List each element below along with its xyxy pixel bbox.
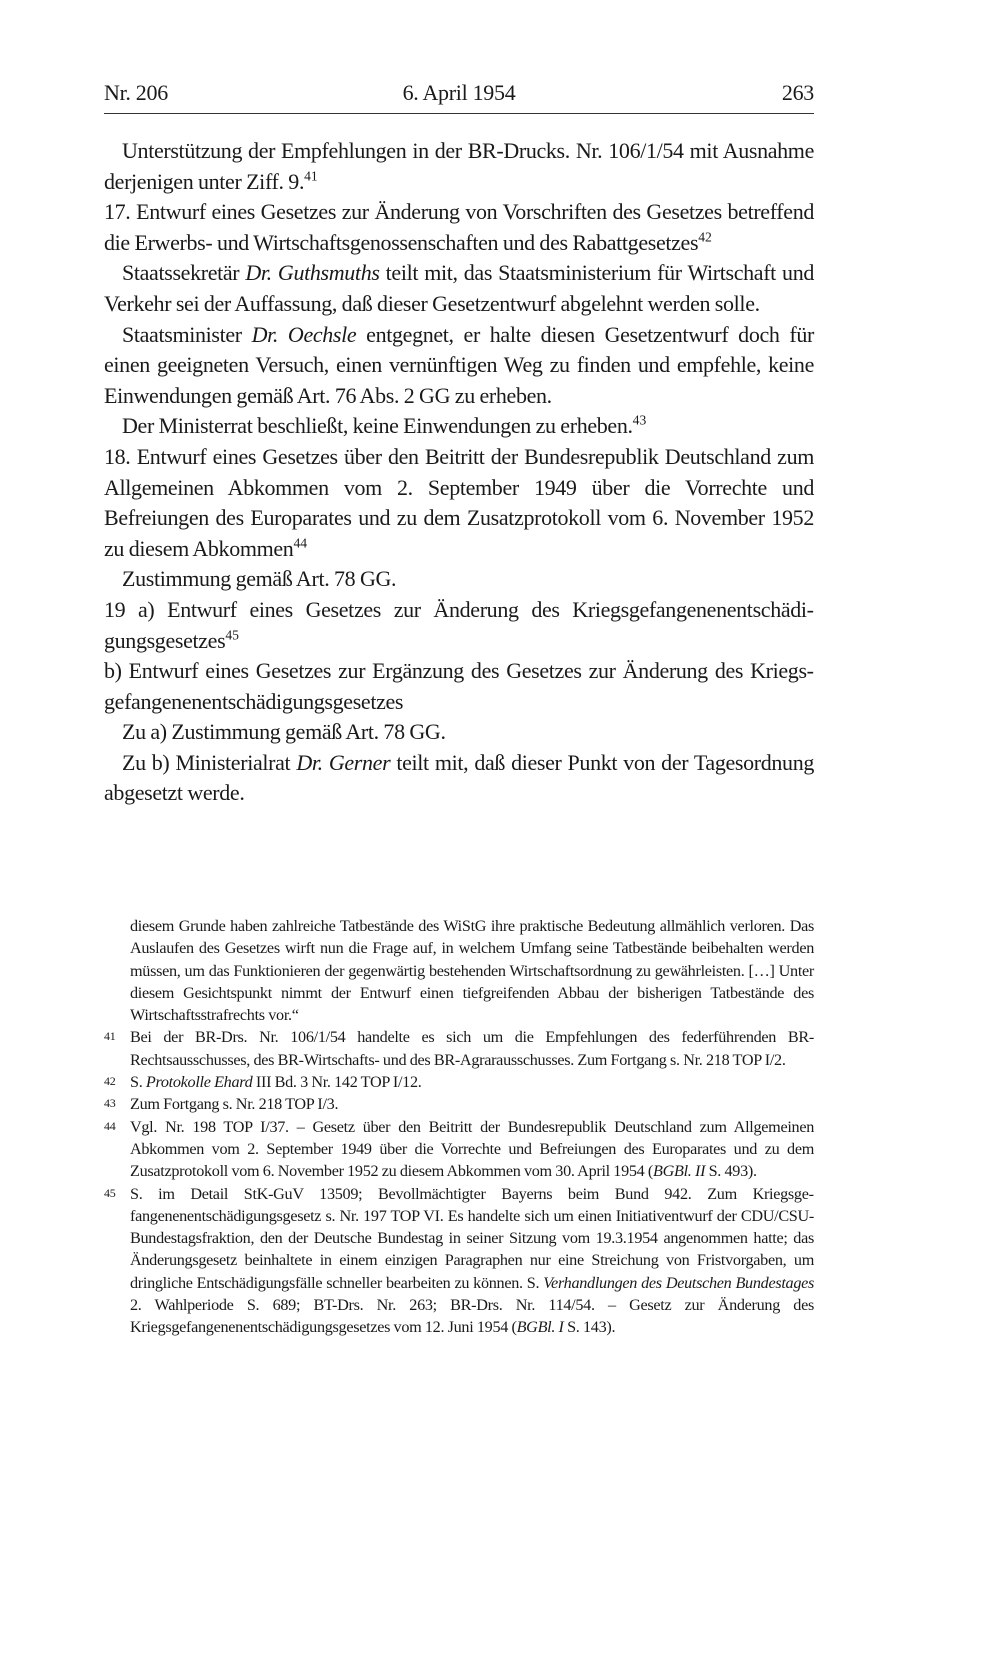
running-header <box>104 80 814 114</box>
footnote-ref[interactable]: 43 <box>632 413 647 429</box>
footnote-number: 43 <box>104 1096 116 1111</box>
footnotes <box>104 915 814 1339</box>
footnote-ref[interactable]: 44 <box>293 535 308 551</box>
footnote-continuation: diesem Grunde haben zahlreiche Tatbestände des WiStG ihre praktische Bedeutung allmählich verloren. Das Auslaufen des Gesetzes wirft nun die Frage auf, in welchem Umfang seine Tatbestände beibehalten werden müssen, um das Funktionieren der gegenwärtig bestehenden Wirtschaftsordnung zu gewährleisten. […] Unter diesem Gesichtspunkt nimmt der Entwurf einen tiefgreifenden Abbau der bisherigen Tatbestände des Wirtschaftsstrafrechts vor.“ <box>130 917 814 1025</box>
agenda-item-17: 17. Entwurf eines Gesetzes zur Änderung von Vorschriften des Gesetzes betreffend die Erwerbs- und Wirtschaftsgenossenschaften und des Rabattgesetzes$^{42}$ <box>104 199 814 255</box>
header-date: 6. April 1954 <box>402 80 516 105</box>
person-name: Dr. Guthsmuths <box>245 260 380 286</box>
footnote-number: 44 <box>104 1118 116 1133</box>
paragraph: Staatssekretär Dr. Guthsmuths teilt mit, das Staatsministerium für Wirtschaft und Verkehr sei der Auffassung, daß dieser Gesetzentwurf abgelehnt werden solle. <box>104 260 814 316</box>
page-number: 263 <box>781 80 814 105</box>
footnote-43: 43 Zum Fortgang s. Nr. 218 TOP I/3. <box>104 1093 814 1115</box>
person-name: Dr. Gerner <box>296 749 391 775</box>
agenda-item-18: 18. Entwurf eines Gesetzes über den Beitritt der Bundesrepublik Deutschland zum Allgemeinen Abkommen vom 2. September 1949 über die Vorrechte und Befreiungen des Europarates und zu dem Zusatzprotokoll vom 6. November 1952 zu diesem Abkommen$^{44}$ <box>104 443 814 561</box>
resolution: Zu a) Zustimmung gemäß Art. 78 GG. <box>122 719 446 745</box>
paragraph: Zu b) Ministerialrat Dr. Gerner teilt mit, daß dieser Punkt von der Tagesordnung abgesetzt werde. <box>104 749 814 806</box>
footnote-41: 41 Bei der BR-Drs. Nr. 106/1/54 handelte es sich um die Empfehlungen des federführenden BR-Rechtsausschusses, des BR-Wirtschafts- und des BR-Agrarausschusses. Zum Fortgang s. Nr. 218 TOP I/2. <box>104 1026 814 1071</box>
agenda-item-19b: b) Entwurf eines Gesetzes zur Ergänzung des Gesetzes zur Änderung des Kriegsgefangenenentschädigungsgesetzes <box>104 658 814 714</box>
main-text <box>104 136 814 809</box>
footnote-ref[interactable]: 45 <box>225 627 239 643</box>
paragraph: Unterstützung der Empfehlungen in der BR-Drucks. Nr. 106/1/54 mit Ausnahme derjenigen unter Ziff. 9.41 <box>104 138 814 194</box>
footnote-45: 45 S. im Detail StK-GuV 13509; Bevollmächtigter Bayerns beim Bund 942. Zum Kriegsgefangenenentschädigungsgesetz s. Nr. 197 TOP VI. Es handelte sich um einen Initiativentwurf der CDU/CSU-Bundestagsfraktion, den der Deutsche Bundestag in seiner Sitzung vom 19.3.1954 angenommen hatte; das Änderungsgesetz beinhaltete in einem einzigen Paragraphen nur eine Streichung von Fristvorgaben, um dringliche Entschädigungsfälle schneller bearbeiten zu können. S. Verhandlungen des Deutschen Bundestages 2. Wahlperiode S. 689; BT-Drs. Nr. 263; BR-Drs. Nr. 114/54. – Gesetz zur Änderung des Kriegsgefangenenentschädigungsgesetzes vom 12. Juni 1954 (BGBl. I S. 143). <box>104 1183 814 1339</box>
footnote-44: 44 Vgl. Nr. 198 TOP I/37. – Gesetz über den Beitritt der Bundesrepublik Deutschland zum Allgemeinen Abkommen vom 2. September 1949 über die Vorrechte und Befreiungen des Europarates und zu dem Zusatzprotokoll vom 6. November 1952 zu diesem Abkommen vom 30. April 1954 (BGBl. II S. 493). <box>104 1116 814 1183</box>
footnote-number: 42 <box>104 1074 116 1089</box>
footnote-42: 42 S. Protokolle Ehard III Bd. 3 Nr. 142 TOP I/12. <box>104 1071 814 1093</box>
paragraph: Staatsminister Dr. Oechsle entgegnet, er halte diesen Gesetzentwurf doch für einen geeigneten Versuch, einen vernünftigen Weg zu finden und empfehle, keine Einwendungen gemäß Art. 76 Abs. 2 GG zu erheben. <box>104 321 814 408</box>
footnote-number: 41 <box>104 1029 116 1044</box>
footnote-number: 45 <box>104 1185 116 1200</box>
footnote-ref[interactable]: 42 <box>698 229 712 245</box>
person-name: Dr. Oechsle <box>251 321 357 347</box>
resolution: Zustimmung gemäß Art. 78 GG. <box>122 566 397 592</box>
header-rule <box>104 113 814 114</box>
resolution: Der Ministerrat beschließt, keine Einwendungen zu erheben.$^{43}$ <box>122 413 647 439</box>
agenda-item-19a: 19 a) Entwurf eines Gesetzes zur Änderung des Kriegsgefangenenentschädigungsgesetzes$^{45}$ <box>104 596 814 653</box>
document-number: Nr. 206 <box>104 80 168 105</box>
footnote-ref[interactable]: 41 <box>304 168 318 184</box>
